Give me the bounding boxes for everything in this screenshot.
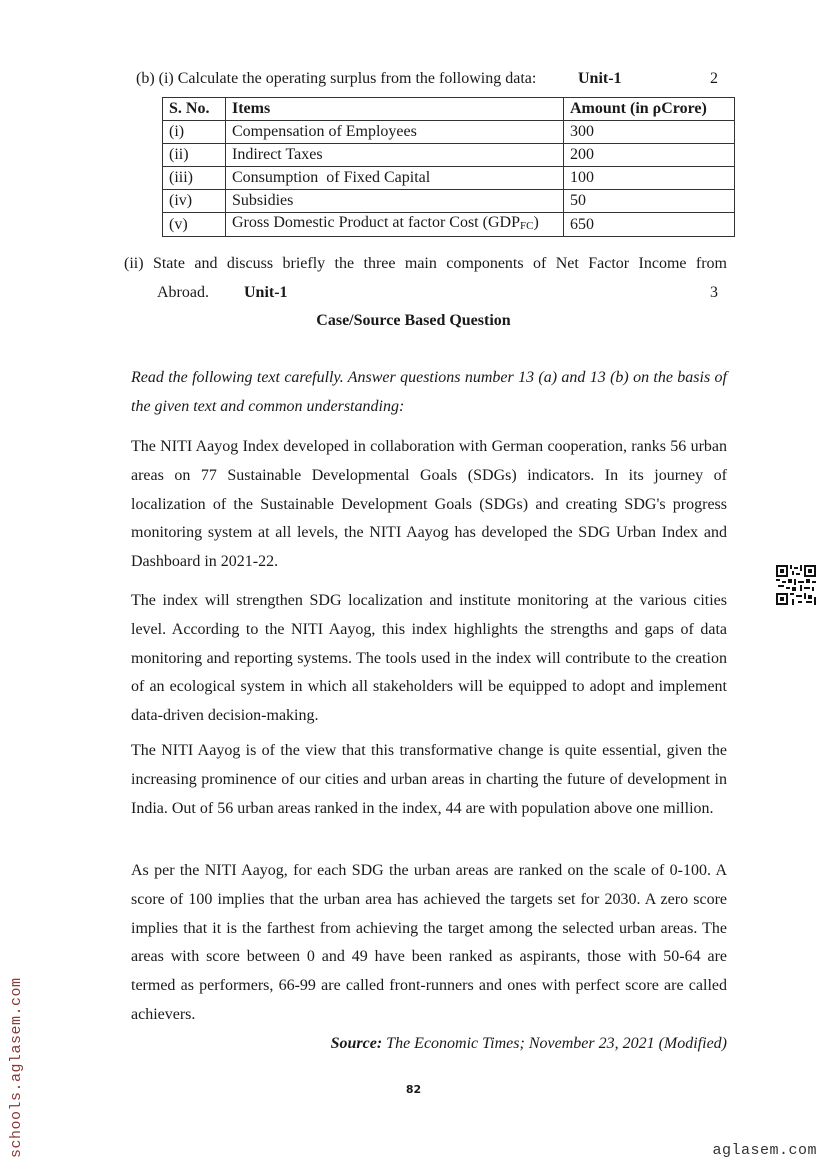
operating-surplus-table: [162, 97, 735, 237]
question-b-ii-line2: Abroad.: [157, 284, 209, 301]
question-b-i-marks: 2: [710, 70, 718, 87]
case-paragraph-1: The NITI Aayog Index developed in collaboration with German cooperation, ranks 56 urban areas on 77 Sustainable Developmental Goals (SDGs) indicators. In its journey of localization of the Sustainable Development Goals (SDGs) and creating SDG's progress monitoring system at all levels, the NITI Aayog has developed the SDG Urban Index and Dashboard in 2021-22.: [131, 438, 727, 571]
question-b-i-prompt: (b) (i) Calculate the operating surplus from the following data:: [136, 70, 537, 87]
row-item: Consumption of Fixed Capital: [226, 167, 564, 190]
table-row: [163, 190, 735, 213]
case-paragraph-4: As per the NITI Aayog, for each SDG the urban areas are ranked on the scale of 0-100. A score of 100 implies that the urban area has achieved the targets set for 2030. A zero score implies that it is the farthest from achieving the target among the selected urban areas. The areas with score between 0 and 49 have been ranked as aspirants, those with 50-64 are termed as performers, 66-99 are called front-runners and ones with perfect score are called achievers.: [131, 862, 727, 1023]
case-paragraph-3: The NITI Aayog is of the view that this transformative change is quite essential, given the increasing prominence of our cities and urban areas in charting the future of development in India. Out of 56 urban areas ranked in the index, 44 are with population above one million.: [131, 742, 727, 817]
row-item-suffix: ): [533, 214, 539, 231]
question-b-i-unit: Unit-1: [578, 70, 622, 87]
question-b-ii-marks: 3: [710, 284, 718, 301]
question-b-ii-line1: (ii) State and discuss briefly the three main components of Net Factor Income from: [124, 255, 727, 272]
row-amount: 300: [564, 121, 735, 144]
row-sno: (iv): [163, 190, 226, 213]
qr-code-icon[interactable]: [776, 565, 816, 605]
header-amount: Amount (in ρCrore): [564, 98, 735, 121]
case-section-title: Case/Source Based Question: [316, 312, 511, 329]
row-sno: (i): [163, 121, 226, 144]
table-row: [163, 144, 735, 167]
source-text: The Economic Times; November 23, 2021 (Modified): [386, 1035, 727, 1052]
side-watermark: schools.aglasem.com: [8, 977, 25, 1158]
row-sno: (iii): [163, 167, 226, 190]
row-item-text: Gross Domestic Product at factor Cost (GDP: [232, 214, 520, 231]
row-amount: 100: [564, 167, 735, 190]
row-sno: (v): [163, 213, 226, 237]
row-item: [226, 213, 564, 237]
row-amount: 50: [564, 190, 735, 213]
row-amount: 200: [564, 144, 735, 167]
table-header-row: [163, 98, 735, 121]
header-items: Items: [226, 98, 564, 121]
header-sno: S. No.: [163, 98, 226, 121]
case-instruction: Read the following text carefully. Answer questions number 13 (a) and 13 (b) on the basis of the given text and common understanding:: [131, 369, 727, 415]
question-b-ii-unit: Unit-1: [244, 284, 288, 301]
table-row: [163, 121, 735, 144]
page-number: 82: [405, 1083, 422, 1096]
row-item-subscript: FC: [519, 220, 534, 232]
table-row: [163, 213, 735, 237]
row-sno: (ii): [163, 144, 226, 167]
row-item: Compensation of Employees: [226, 121, 564, 144]
case-paragraph-2: The index will strengthen SDG localization and institute monitoring at the various cities level. According to the NITI Aayog, this index highlights the strengths and gaps of data monitoring and reporting systems. The tools used in the index will contribute to the creation of an ecological system in which all stakeholders will be equipped to adopt and implement data-driven decision-making.: [131, 592, 727, 725]
table-row: [163, 167, 735, 190]
source-citation: [331, 1034, 727, 1054]
row-item: Indirect Taxes: [226, 144, 564, 167]
corner-watermark: aglasem.com: [712, 1142, 817, 1159]
source-label: Source:: [330, 1035, 383, 1052]
row-item: Subsidies: [226, 190, 564, 213]
row-amount: 650: [564, 213, 735, 237]
